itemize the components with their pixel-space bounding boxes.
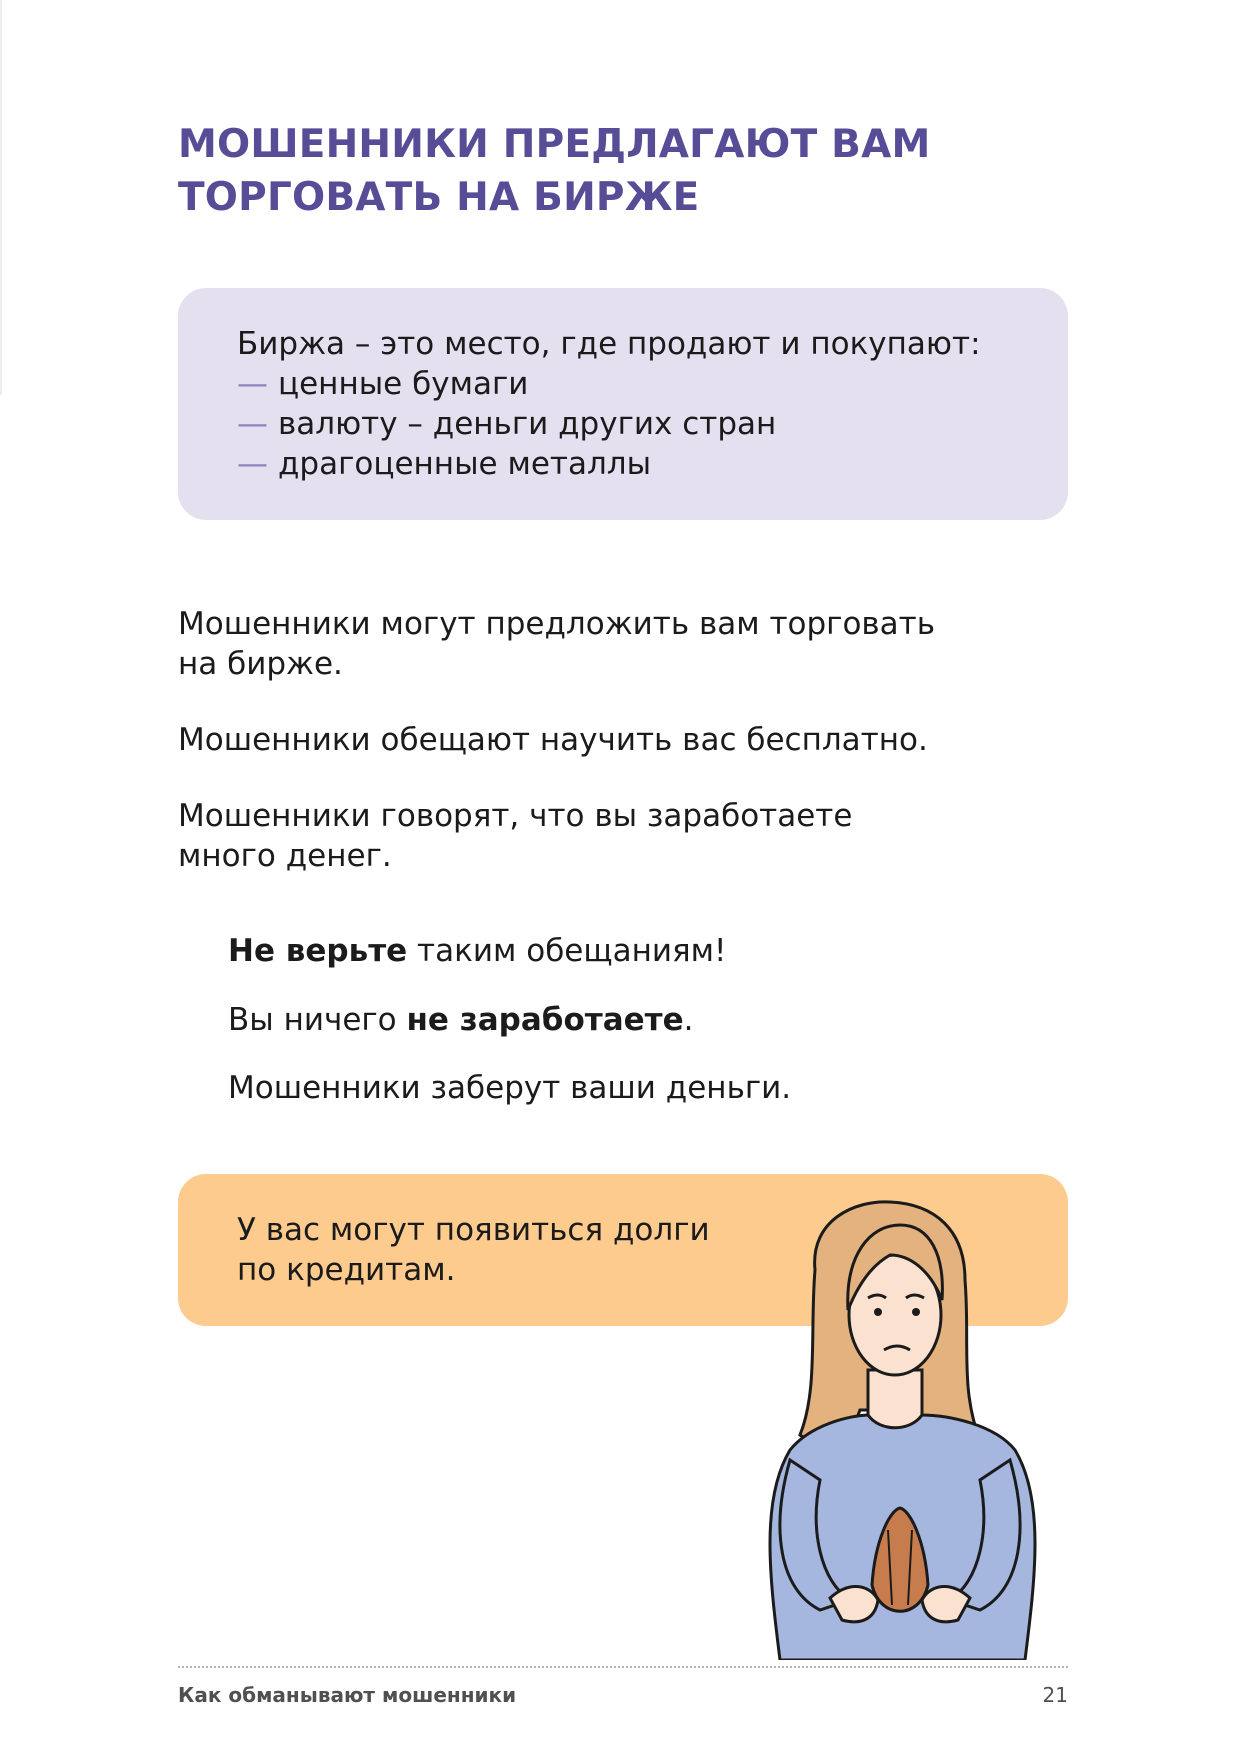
page-title-line-1: МОШЕННИКИ ПРЕДЛАГАЮТ ВАМ bbox=[178, 122, 931, 167]
dash-bullet: — bbox=[237, 406, 268, 442]
page-title bbox=[178, 118, 1078, 224]
warning-text: Мошенники заберут ваши деньги. bbox=[228, 1070, 792, 1106]
paragraph-line: Мошенники могут предложить вам торговать bbox=[178, 606, 936, 642]
definition-intro: Биржа – это место, где продают и покупают: bbox=[237, 326, 981, 362]
warning-bold: Не верьте bbox=[228, 933, 408, 969]
page-title-line-2: ТОРГОВАТЬ НА БИРЖЕ bbox=[178, 175, 700, 220]
warning-text: . bbox=[683, 1002, 694, 1038]
paragraph-free-training bbox=[178, 720, 1078, 760]
page-number: 21 bbox=[1042, 1683, 1068, 1707]
page-edge-line bbox=[0, 0, 2, 395]
definition-box bbox=[178, 288, 1068, 520]
definition-item-text: ценные бумаги bbox=[278, 366, 529, 402]
worried-woman-empty-wallet-illustration bbox=[760, 1200, 1050, 1660]
footer-divider bbox=[178, 1666, 1068, 1668]
definition-list-item bbox=[237, 444, 1068, 484]
warning-no-earnings bbox=[228, 1000, 694, 1040]
warning-text: таким обещаниям! bbox=[407, 933, 727, 969]
debt-warning-line: по кредитам. bbox=[237, 1252, 456, 1288]
definition-list-item bbox=[237, 404, 1068, 444]
paragraph-line: много денег. bbox=[178, 838, 392, 874]
warning-dont-believe bbox=[228, 931, 726, 971]
paragraph-offer bbox=[178, 604, 1078, 684]
warning-bold: не заработаете bbox=[406, 1002, 684, 1038]
warning-text: Вы ничего bbox=[228, 1002, 407, 1038]
dash-bullet: — bbox=[237, 366, 268, 402]
paragraph-line: на бирже. bbox=[178, 646, 343, 682]
footer-title: Как обманывают мошенники bbox=[178, 1683, 517, 1707]
definition-list-item bbox=[237, 364, 1068, 404]
dash-bullet: — bbox=[237, 446, 268, 482]
paragraph-line: Мошенники говорят, что вы заработаете bbox=[178, 798, 853, 834]
paragraph-earnings bbox=[178, 796, 1078, 876]
warning-take-money bbox=[228, 1068, 791, 1108]
definition-item-text: валюту – деньги других стран bbox=[278, 406, 777, 442]
paragraph-line: Мошенники обещают научить вас бесплатно. bbox=[178, 722, 928, 758]
definition-item-text: драгоценные металлы bbox=[278, 446, 652, 482]
debt-warning-line: У вас могут появиться долги bbox=[237, 1212, 710, 1248]
